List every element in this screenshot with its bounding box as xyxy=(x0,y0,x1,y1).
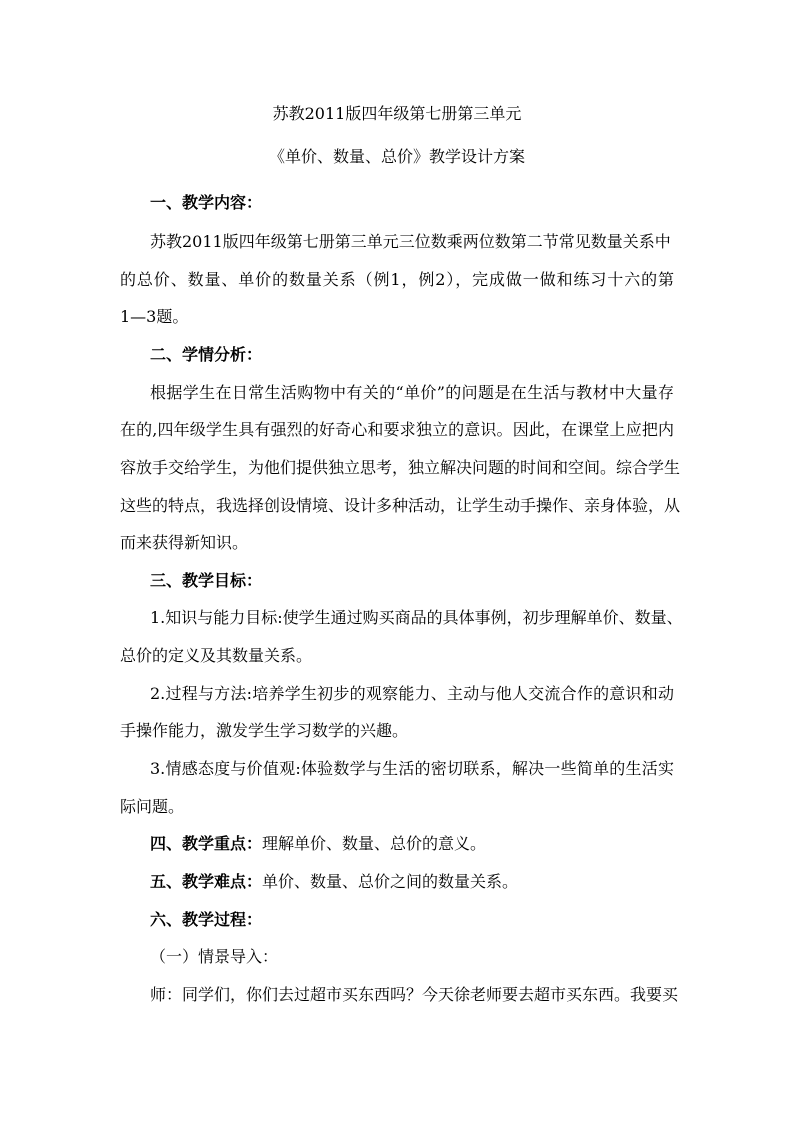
paragraph-line: 的总价、数量、单价的数量关系（例1，例2），完成做一做和练习十六的第 xyxy=(120,270,674,289)
paragraph-line: 这些的特点，我选择创设情境、设计多种活动，让学生动手操作、亲身体验，从 xyxy=(120,496,681,515)
difficulty-text: 单价、数量、总价之间的数量关系。 xyxy=(262,872,519,891)
difficulty-line xyxy=(150,872,518,892)
section-heading-key-points: 四、教学重点： xyxy=(150,834,263,853)
section-heading-teaching-objectives: 三、教学目标： xyxy=(150,571,263,590)
paragraph-line: 而来获得新知识。 xyxy=(120,533,249,552)
document-title: 苏教2011版四年级第七册第三单元 xyxy=(272,104,522,123)
paragraph-line: 1—3题。 xyxy=(120,307,189,326)
paragraph-line: 总价的定义及其数量关系。 xyxy=(120,646,313,665)
key-point-line xyxy=(150,834,486,854)
section-heading-teaching-process: 六、教学过程： xyxy=(150,910,263,929)
paragraph-line: 手操作能力，激发学生学习数学的兴趣。 xyxy=(120,721,409,740)
section-heading-student-analysis: 二、学情分析： xyxy=(150,345,263,364)
paragraph-line: 师：同学们，你们去过超市买东西吗？今天徐老师要去超市买东西。我要买 xyxy=(150,985,679,1004)
paragraph-line: 2.过程与方法:培养学生初步的观察能力、主动与他人交流合作的意识和动 xyxy=(150,684,674,703)
section-heading-teaching-content: 一、教学内容： xyxy=(150,193,263,212)
section-heading-difficulties: 五、教学难点： xyxy=(150,872,263,891)
paragraph-line: 际问题。 xyxy=(120,797,185,816)
paragraph-line: 1.知识与能力目标:使学生通过购买商品的具体事例，初步理解单价、数量、 xyxy=(150,608,683,627)
subsection-heading: （一）情景导入： xyxy=(150,947,279,966)
paragraph-line: 3.情感态度与价值观:体验数学与生活的密切联系，解决一些简单的生活实 xyxy=(150,759,674,778)
paragraph-line: 苏教2011版四年级第七册第三单元三位数乘两位数第二节常见数量关系中 xyxy=(150,232,671,251)
paragraph-line: 容放手交给学生，为他们提供独立思考，独立解决问题的时间和空间。综合学生 xyxy=(120,458,681,477)
key-point-text: 理解单价、数量、总价的意义。 xyxy=(262,834,487,853)
paragraph-line: 根据学生在日常生活购物中有关的“单价”的问题是在生活与教材中大量存 xyxy=(150,383,674,402)
paragraph-line: 在的,四年级学生具有强烈的好奇心和要求独立的意识。因此，在课堂上应把内 xyxy=(120,420,674,439)
document-subtitle: 《单价、数量、总价》教学设计方案 xyxy=(268,147,525,166)
